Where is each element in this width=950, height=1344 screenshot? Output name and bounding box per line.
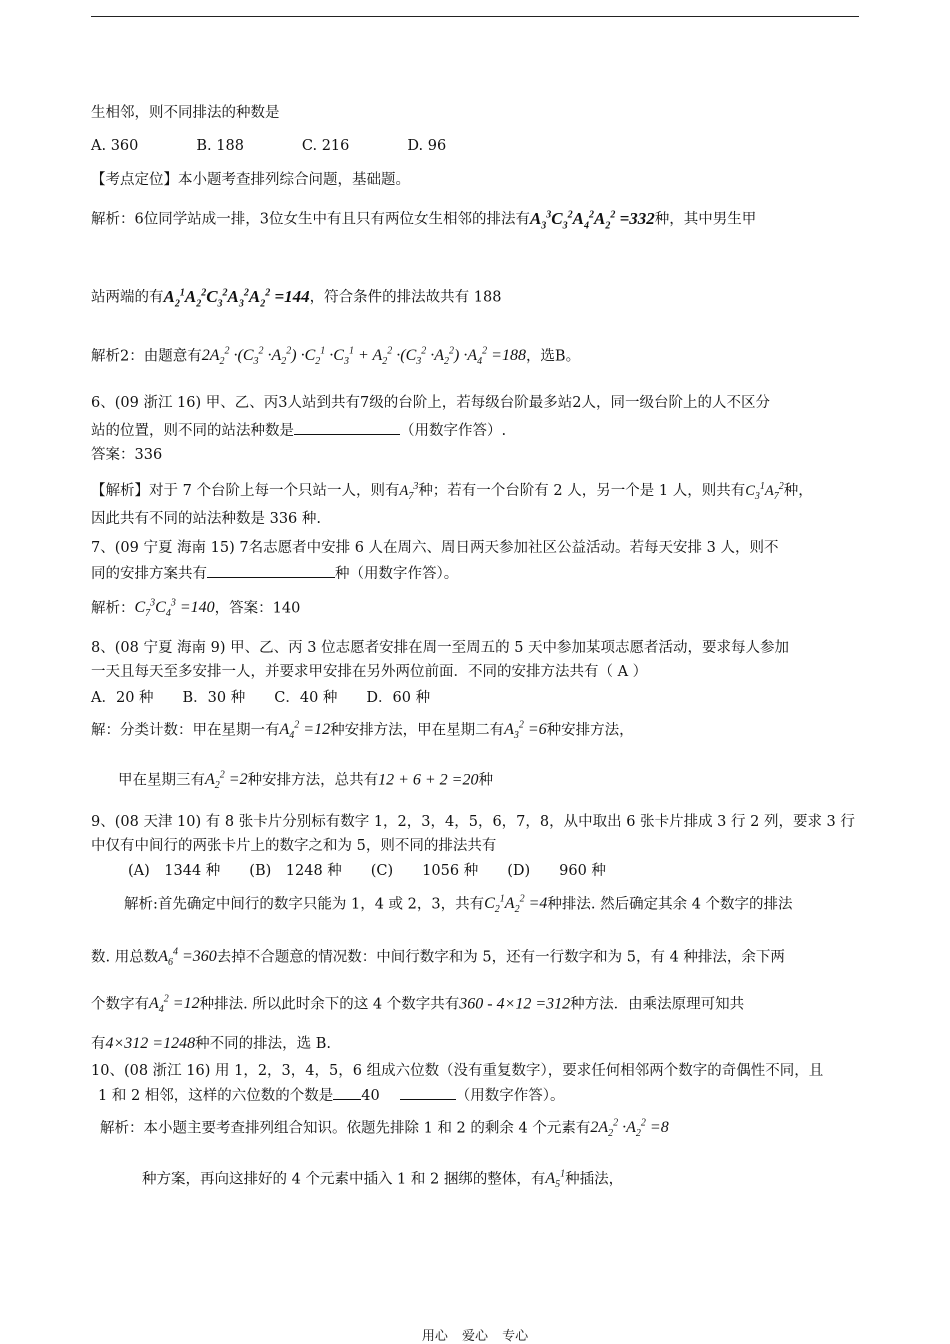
solution-line: 解析：6位同学站成一排，3位女生中有且只有两位女生相邻的排法有$A_3^3C_3^2A_4^2A_2^2 =332$种，其中男生甲 [91, 208, 757, 232]
solution-line: 有4×312 =1248种不同的排法，选 B. [91, 1035, 331, 1052]
formula: 360 - 4×12 =312 [459, 995, 571, 1013]
formula: $A_6^4 =360$ [158, 947, 217, 969]
answer-blank [333, 1085, 361, 1100]
question-8: 8、(08 宁夏 海南 9) 甲、乙、丙 3 位志愿者安排在周一至周五的 5 天中参加某项志愿者活动，要求每人参加 [91, 640, 790, 656]
formula: $A_3^3C_3^2A_4^2A_2^2 =332$ [529, 208, 655, 232]
answer-blank [294, 420, 400, 435]
solution-line: 甲在星期三有$A_2^2 =2$种安排方法，总共有12 + 6 + 2 =20种 [118, 770, 493, 792]
question-6: 6、(09 浙江 16) 甲、乙、丙3人站到共有7级的台阶上，若每级台阶最多站2人，同一级台阶上的人不区分 [91, 395, 770, 411]
formula: $C_7^3C_4^3 =140$ [134, 598, 215, 620]
formula: $A_7^3$ [399, 481, 419, 502]
text-line: 因此共有不同的站法种数是 336 种. [91, 511, 322, 527]
question-9-line2: 中仅有中间行的两张卡片上的数字之和为 5，则不同的排法共有 [91, 838, 497, 854]
formula: $2A_2^2 \cdot(C_3^2 \cdot A_2^2) \cdot C_2^1 \cdot C_3^1 + A_2^2 \cdot(C_3^2 \cdot A_2^2) \cdot A_4^2 =188$ [201, 346, 526, 368]
analysis-line: 【解析】对于 7 个台阶上每一个只站一人，则有$A_7^3$种；若有一个台阶有 2 人，另一个是 1 人，则共有$C_3^1A_7^2$种， [91, 481, 813, 502]
formula: $A_4^2 =12$ [149, 994, 200, 1016]
options-line: A. 360 B. 188 C. 216 D. 96 [91, 138, 447, 154]
formula: $C_3^1A_7^2$ [745, 481, 784, 502]
question-6-line2: 站的位置，则不同的站法种数是 （用数字作答）. [91, 420, 506, 441]
formula: $A_3^2 =6$ [504, 720, 547, 742]
text-line: 【考点定位】本小题考查排列综合问题，基础题。 [91, 172, 410, 188]
answer-blank [400, 1085, 456, 1100]
formula: 12 + 6 + 2 =20 [378, 771, 479, 789]
question-7-line2: 同的安排方案共有 种（用数字作答）。 [91, 563, 458, 584]
solution-line: 种方案，再向这排好的 4 个元素中插入 1 和 2 捆绑的整体，有$A_5^1$种插法， [142, 1169, 624, 1191]
solution-line: 个数字有$A_4^2 =12$种排法. 所以此时余下的这 4 个数字共有360 - 4×12 =312种方法．由乘法原理可知共 [91, 994, 745, 1016]
formula: 4×312 =1248 [105, 1035, 196, 1052]
solution-line: 解析2：由题意有$2A_2^2 \cdot(C_3^2 \cdot A_2^2) \cdot C_2^1 \cdot C_3^1 + A_2^2 \cdot(C_3^2 \cdot A_2^2) \cdot A_4^2 =188$，选B。 [91, 346, 581, 368]
solution-line: 解：分类计数：甲在星期一有$A_4^2 =12$种安排方法，甲在星期二有$A_3^2 =6$种安排方法， [91, 720, 634, 742]
header-rule [91, 16, 859, 17]
text-line: 生相邻，则不同排法的种数是 [91, 105, 280, 121]
answer-blank [207, 563, 335, 578]
formula: $A_2^1A_2^2C_3^2A_3^2A_2^2 =144$ [163, 286, 310, 310]
formula: $C_2^1A_2^2 =4$ [484, 894, 548, 916]
question-10: 10、(08 浙江 16) 用 1，2，3，4，5，6 组成六位数（没有重复数字），要求任何相邻两个数字的奇偶性不同，且 [91, 1063, 824, 1079]
answer-line: 答案：336 [91, 447, 163, 463]
question-9: 9、(08 天津 10) 有 8 张卡片分别标有数字 1，2，3，4，5，6，7，8，从中取出 6 张卡片排成 3 行 2 列，要求 3 行 [91, 814, 855, 830]
question-7: 7、(09 宁夏 海南 15) 7名志愿者中安排 6 人在周六、周日两天参加社区公益活动。若每天安排 3 人，则不 [91, 540, 779, 556]
formula: $A_5^1$ [545, 1169, 566, 1191]
page-footer: 用心 爱心 专心 [421, 1329, 529, 1344]
solution-line: 解析:首先确定中间行的数字只能为 1，4 或 2，3，共有$C_2^1A_2^2 =4$种排法. 然后确定其余 4 个数字的排法 [124, 894, 793, 916]
formula: $A_2^2 =2$ [205, 770, 248, 792]
formula: $2A_2^2 \cdot A_2^2 =8$ [590, 1118, 669, 1140]
options-line: A．20 种 B．30 种 C．40 种 D．60 种 [91, 690, 431, 706]
options-line: (A) 1344 种 (B) 1248 种 (C) 1056 种 (D) 960 种 [128, 863, 606, 879]
question-8-line2: 一天且每天至多安排一人，并要求甲安排在另外两位前面．不同的安排方法共有（ A ） [91, 664, 648, 680]
solution-line: 解析：$C_7^3C_4^3 =140$，答案：140 [91, 598, 301, 620]
solution-line: 解析：本小题主要考查排列组合知识。依题先排除 1 和 2 的剩余 4 个元素有$2A_2^2 \cdot A_2^2 =8$ [100, 1118, 669, 1140]
question-10-line2: 1 和 2 相邻，这样的六位数的个数是 40 （用数字作答）。 [98, 1085, 564, 1106]
solution-line: 数. 用总数$A_6^4 =360$去掉不合题意的情况数：中间行数字和为 5，还有一行数字和为 5，有 4 种排法，余下两 [91, 947, 785, 969]
solution-line: 站两端的有$A_2^1A_2^2C_3^2A_3^2A_2^2 =144$，符合条件的排法故共有 188 [91, 286, 502, 310]
formula: $A_4^2 =12$ [279, 720, 331, 742]
